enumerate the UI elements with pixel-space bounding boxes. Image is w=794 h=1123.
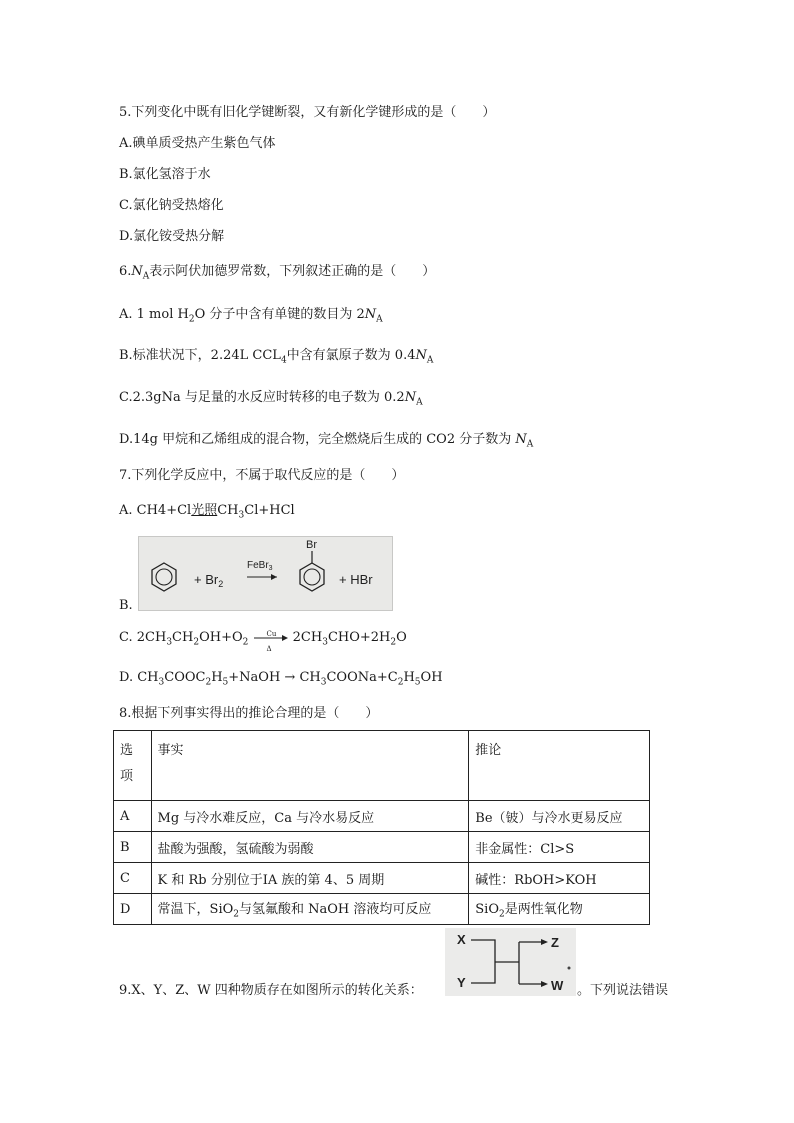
q5-option-b: B.氯化氢溶于水 bbox=[119, 167, 211, 182]
svg-text:Z: Z bbox=[551, 935, 559, 950]
q7-a-condition: 光照 bbox=[191, 503, 218, 518]
q8-stem: 8.根据下列事实得出的推论合理的是（ ） bbox=[119, 706, 379, 721]
q6-stem bbox=[119, 263, 435, 286]
q7-option-c: C. $2CH_3CH_2OH+O_2$ Cu Δ $2CH_3CHO+2H_2O$ bbox=[119, 629, 407, 653]
q6-option-b: B.标准状况下，2.24L $CCL_4$中含有氯原子数为 $0.4N_A$ bbox=[119, 348, 434, 366]
table-row: B 盐酸为强酸，氢硫酸为弱酸 非金属性：Cl>S bbox=[114, 832, 650, 863]
conversion-diagram-image bbox=[445, 928, 576, 996]
q6-option-c: C.2.3gNa 与足量的水反应时转移的电子数为 $0.2N_A$ bbox=[119, 390, 423, 408]
q6-option-d: D.14g 甲烷和乙烯组成的混合物，完全燃烧后生成的 CO2 分子数为 $N_A$ bbox=[119, 432, 534, 450]
reaction-arrow: Cu Δ bbox=[253, 631, 289, 645]
q7-stem: 7.下列化学反应中，不属于取代反应的是（ ） bbox=[119, 468, 405, 483]
q6-number: 6. bbox=[119, 264, 132, 279]
benzene-bromination-scheme bbox=[139, 537, 392, 610]
q5-option-d: D.氯化铵受热分解 bbox=[119, 229, 225, 244]
q7-option-b-label: B. bbox=[119, 598, 133, 613]
table-row: D 常温下，SiO$_2$与氢氟酸和 NaOH 溶液均可反应 SiO$_2$是两性氧化物 bbox=[114, 894, 650, 925]
q6-stem-text: 表示阿伏加德罗常数，下列叙述正确的是（ ） bbox=[149, 264, 436, 279]
table-row: C K 和 Rb 分别位于ⅠA 族的第 4、5 周期 碱性：RbOH>KOH bbox=[114, 863, 650, 894]
q7-option-a: A. CH4+Cl光照$CH_3Cl+HCl$ bbox=[119, 503, 295, 521]
q5-stem: 5.下列变化中既有旧化学键断裂，又有新化学键形成的是（ ） bbox=[119, 105, 496, 120]
q9-stem-start: 9.X、Y、Z、W 四种物质存在如图所示的转化关系： bbox=[119, 983, 423, 998]
header-option: 选 项 bbox=[114, 731, 152, 801]
svg-text:W: W bbox=[551, 978, 564, 993]
svg-text:FeBr3: FeBr$_3$ bbox=[247, 560, 273, 572]
xyzw-diagram bbox=[445, 928, 576, 996]
avogadro-symbol: $N_A$ bbox=[131, 264, 150, 282]
q5-option-c: C.氯化钠受热熔化 bbox=[119, 198, 224, 213]
q7-option-d: D. $CH_3COOC_2H_5+NaOH$ → $CH_3COONa+C_2H_5OH$ bbox=[119, 670, 443, 688]
table-row: A Mg 与冷水难反应，Ca 与冷水易反应 Be（铍）与冷水更易反应 bbox=[114, 801, 650, 832]
svg-text:+ Br2: + $Br_2$ bbox=[194, 572, 224, 589]
q5-option-a: A.碘单质受热产生紫色气体 bbox=[119, 136, 276, 151]
svg-text:Y: Y bbox=[457, 975, 466, 990]
svg-text:Br: Br bbox=[306, 539, 317, 551]
header-conclusion: 推论 bbox=[469, 731, 650, 801]
svg-text:X: X bbox=[457, 932, 466, 947]
table-header-row bbox=[114, 731, 650, 801]
svg-text:+ HBr: + HBr bbox=[339, 572, 373, 587]
facts-table bbox=[113, 730, 650, 925]
q6-option-a: A. 1 mol $H_2O$ 分子中含有单键的数目为 $2N_A$ bbox=[119, 307, 383, 325]
q9-stem-end: 。下列说法错误 bbox=[577, 983, 669, 998]
header-fact: 事实 bbox=[151, 731, 469, 801]
benzene-bromination-image bbox=[138, 536, 393, 611]
